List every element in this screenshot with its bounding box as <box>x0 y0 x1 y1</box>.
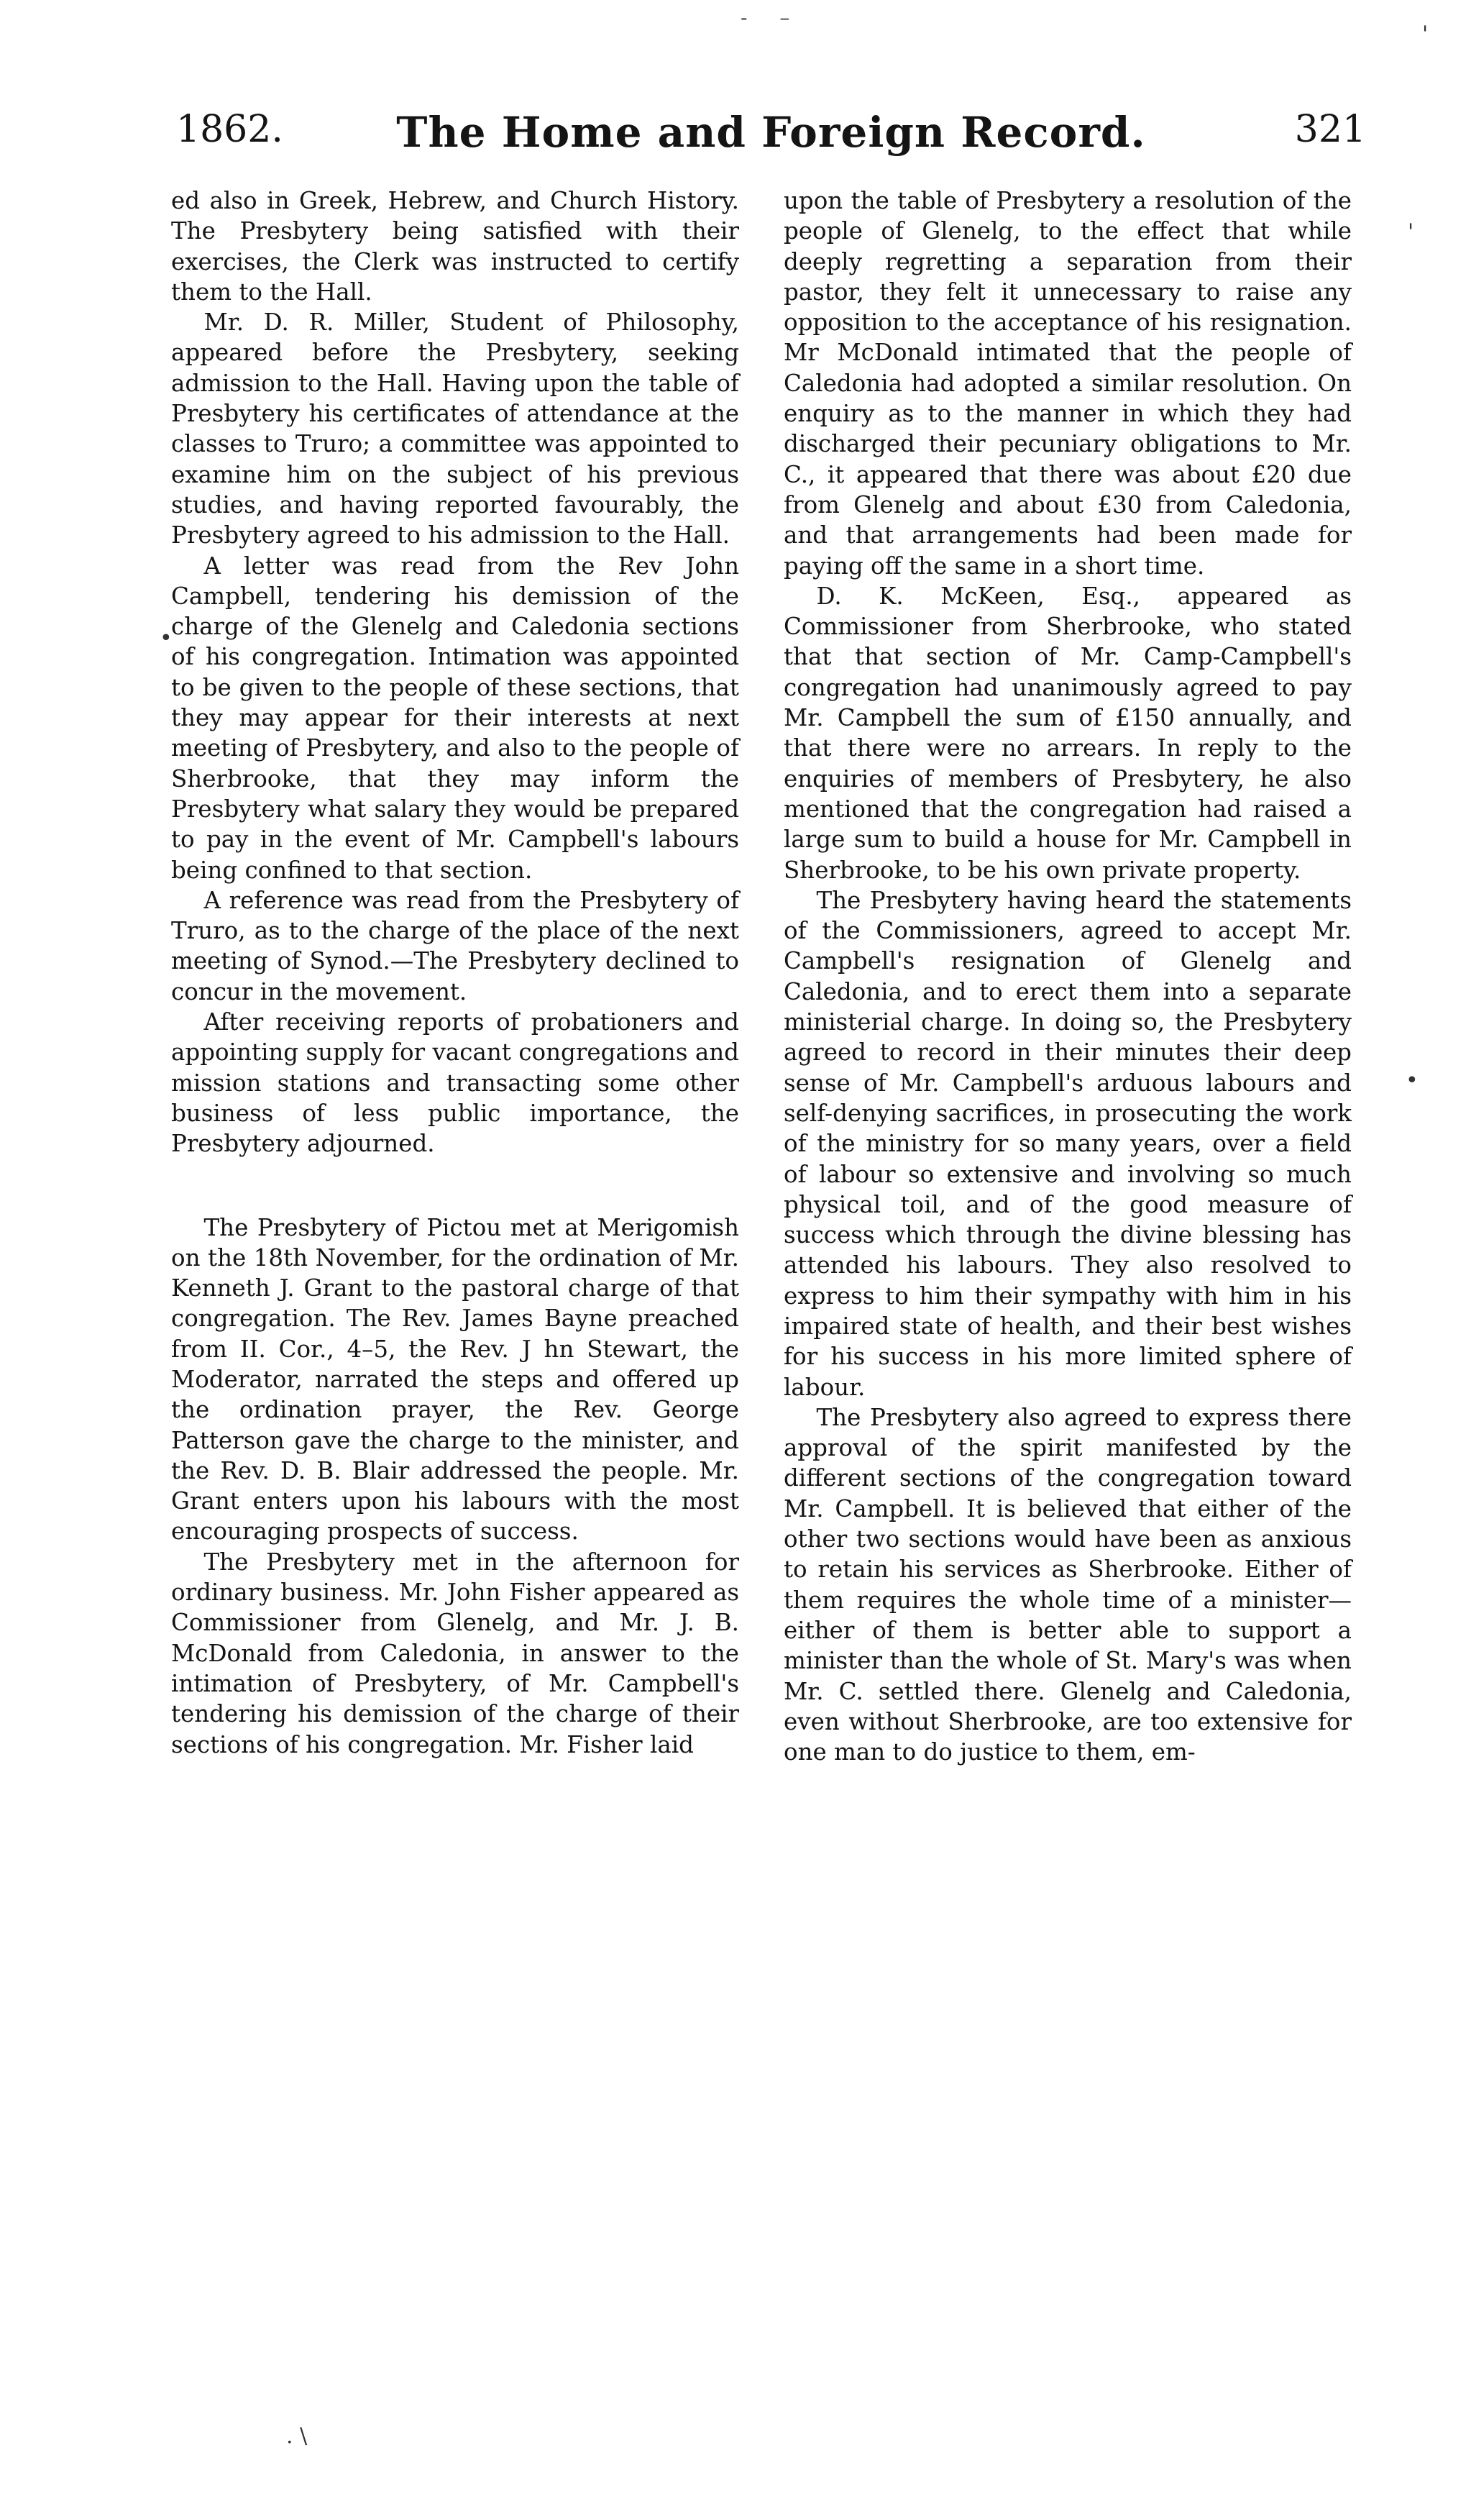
paragraph: A reference was read from the Presbytery of Truro, as to the charge of the place of the next meeting of Synod.—The Presbytery declined to concur in the movement. <box>171 886 739 1005</box>
edge-mark: • <box>1406 1068 1419 1093</box>
footer-mark: . \ <box>286 2424 308 2449</box>
left-column <box>171 186 739 1760</box>
paragraph: The Presbytery also agreed to express there approval of the spirit manifested by the different sections of the congregation toward Mr. Campbell. It is believed that either of the other two sections would have been as anxious to retain his services as Sherbrooke. Either of them requires the whole time of a minister—either of them is better able to support a minister than the whole of St. Mary's was when Mr. C. settled there. Glenelg and Caledonia, even without Sherbrooke, are too extensive for one man to do justice to them, em- <box>784 1403 1352 1766</box>
paragraph: ed also in Greek, Hebrew, and Church History. The Presbytery being satisfied with their exercises, the Clerk was instructed to certify them to the Hall. <box>171 187 739 306</box>
running-header <box>176 108 1366 165</box>
header-title: The Home and Foreign Record. <box>396 108 1146 157</box>
paragraph: After receiving reports of probationers and appointing supply for vacant congregations and mission stations and transacting some other business of less public importance, the Presbytery adjourned. <box>171 1008 739 1158</box>
paragraph: D. K. McKeen, Esq., appeared as Commissioner from Sherbrooke, who stated that that section of Mr. Camp-Campbell's congregation had unanimously agreed to pay Mr. Campbell the sum of £150 annually, and that there were no arrears. In reply to the enquiries of members of Presbytery, he also mentioned that the congregation had raised a large sum to build a house for Mr. Campbell in Sherbrooke, to be his own private property. <box>784 582 1352 884</box>
paragraph: Mr. D. R. Miller, Student of Philosophy, appeared before the Presbytery, seeking admission to the Hall. Having upon the table of Presbytery his certificates of attendance at the classes to Truro; a committee was appointed to examine him on the subject of his previous studies, and having reported favourably, the Presbytery agreed to his admission to the Hall. <box>171 309 739 549</box>
margin-bullet: • <box>160 626 173 651</box>
header-year: 1862. <box>176 108 283 151</box>
top-edge-marks: - – <box>741 6 803 29</box>
paragraph: The Presbytery of Pictou met at Merigomish on the 18th November, for the ordination of Mr. Kenneth J. Grant to the pastoral charge of that congregation. The Rev. James Bayne preached from II. Cor., 4–5, the Rev. J hn Stewart, the Moderator, narrated the steps and offered up the ordination prayer, the Rev. George Patterson gave the charge to the minister, and the Rev. D. B. Blair addressed the people. Mr. Grant enters upon his labours with the most encouraging prospects of success. <box>171 1213 739 1546</box>
paragraph: A letter was read from the Rev John Campbell, tendering his demission of the charge of the Glenelg and Caledonia sections of his congregation. Intimation was appointed to be given to the people of these sections, that they may appear for their interests at next meeting of Presbytery, and also to the people of Sherbrooke, that they may inform the Presbytery what salary they would be prepared to pay in the event of Mr. Campbell's labours being confined to that section. <box>171 552 739 884</box>
paragraph: upon the table of Presbytery a resolution of the people of Glenelg, to the effect that while deeply regretting a separation from their pastor, they felt it unnecessary to raise any opposition to the acceptance of his resignation. Mr McDonald intimated that the people of Caledonia had adopted a similar resolution. On enquiry as to the manner in which they had discharged their pecuniary obligations to Mr. C., it appeared that there was about £20 due from Glenelg and about £30 from Caledonia, and that arrangements had been made for paying off the same in a short time. <box>784 187 1352 580</box>
right-column <box>784 186 1352 1767</box>
paragraph: The Presbytery having heard the statements of the Commissioners, agreed to accept Mr. Campbell's resignation of Glenelg and Caledonia, and to erect them into a separate ministerial charge. In doing so, the Presbytery agreed to record in their minutes their deep sense of Mr. Campbell's arduous labours and self-denying sacrifices, in prosecuting the work of the ministry for so many years, over a field of labour so extensive and involving so much physical toil, and of the good measure of success which through the divine blessing has attended his labours. They also resolved to express to him their sympathy with him in his impaired state of health, and their best wishes for his success in his more limited sphere of labour. <box>784 886 1352 1401</box>
page-number: 321 <box>1294 108 1366 151</box>
paragraph: The Presbytery met in the afternoon for ordinary business. Mr. John Fisher appeared as Commissioner from Glenelg, and Mr. J. B. McDonald from Caledonia, in answer to the intimation of Presbytery, of Mr. Campbell's tendering his demission of the charge of their sections of his congregation. Mr. Fisher laid <box>171 1548 739 1758</box>
edge-mark: ' <box>1422 22 1429 47</box>
edge-mark: ' <box>1408 219 1414 245</box>
